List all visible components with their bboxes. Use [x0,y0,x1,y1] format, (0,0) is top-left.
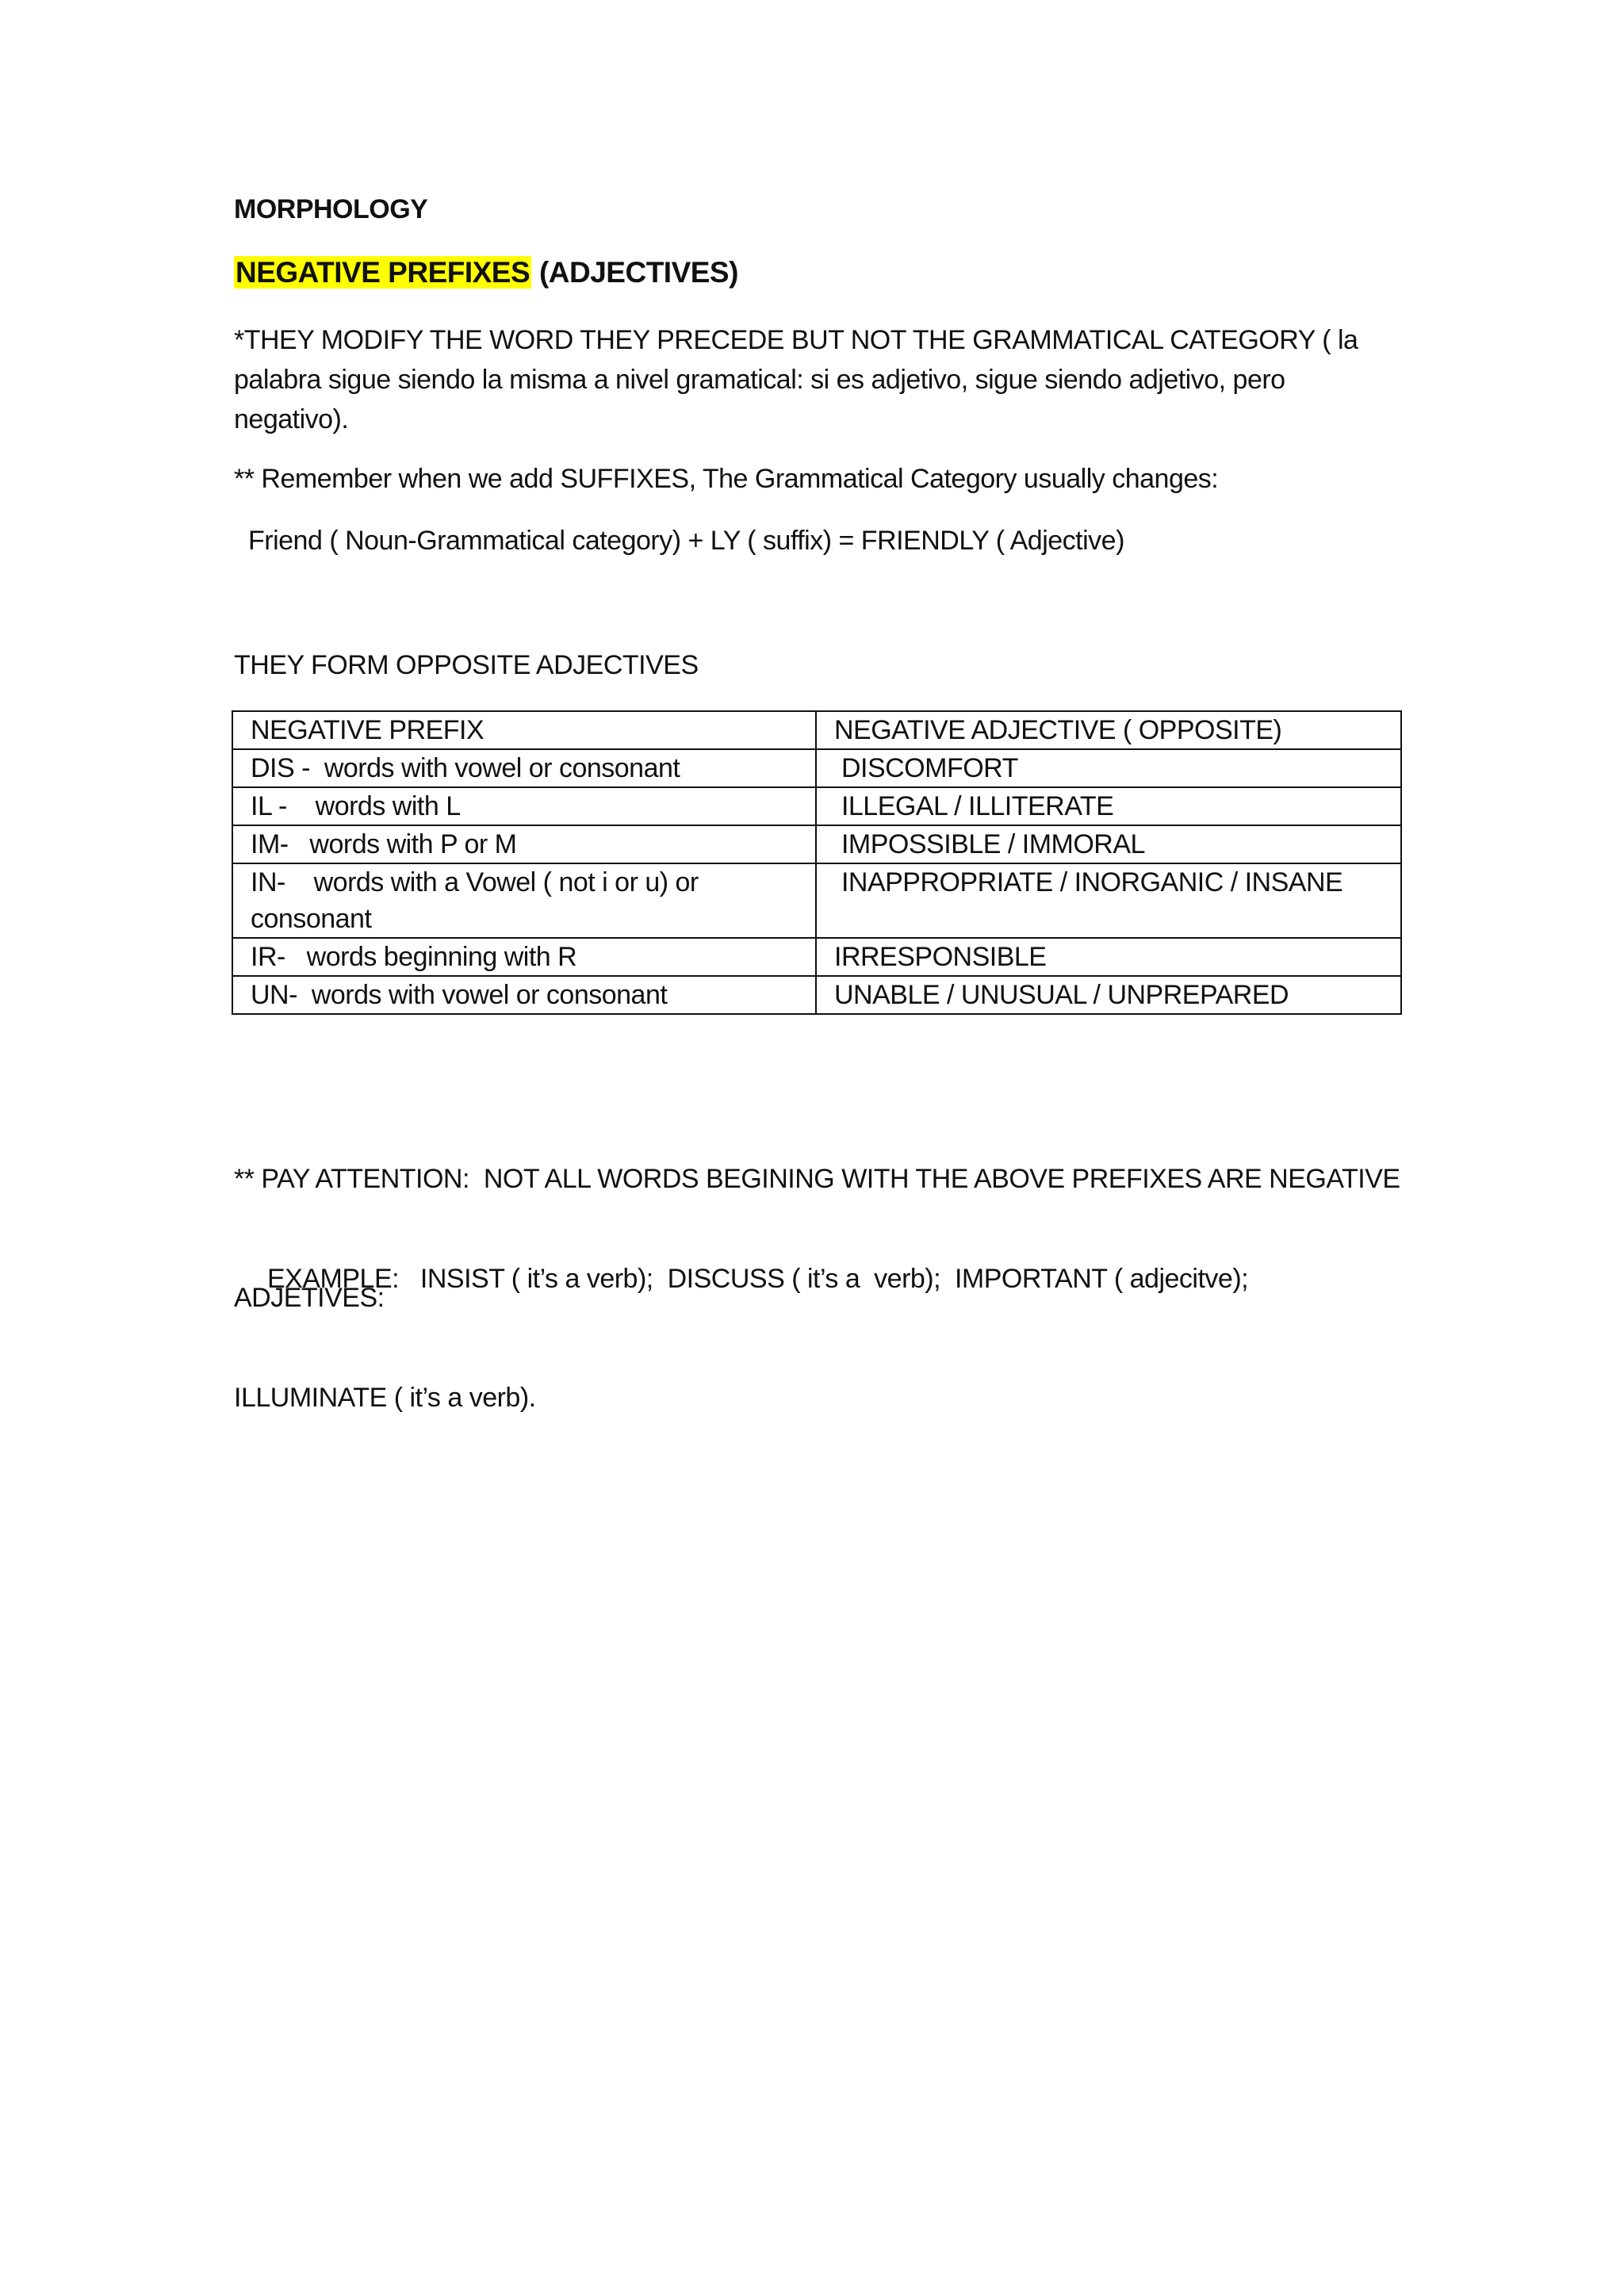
table-cell-adjective: UNABLE / UNUSUAL / UNPREPARED [816,976,1401,1014]
paragraph-grammatical-category [234,320,1400,439]
table-cell-prefix: DIS - words with vowel or consonant [232,749,816,787]
paragraph-line: ADJETIVES: [234,1283,385,1313]
paragraph-friendly-example: Friend ( Noun-Grammatical category) + LY ( suffix) = FRIENDLY ( Adjective) [248,526,1124,556]
table-row [232,787,1401,825]
heading-text-rest: (ADJECTIVES) [531,256,738,289]
table-row [232,825,1401,863]
highlighted-heading-text: NEGATIVE PREFIXES [236,256,530,289]
table-cell-prefix: IM- words with P or M [232,825,816,863]
table-cell-prefix: IL - words with L [232,787,816,825]
table-cell-prefix: IR- words beginning with R [232,938,816,976]
section-heading [234,254,738,292]
table-row [232,749,1401,787]
table-cell-adjective: INAPPROPRIATE / INORGANIC / INSANE [816,863,1401,938]
table-cell-adjective: IRRESPONSIBLE [816,938,1401,976]
paragraph-line: palabra sigue siendo la misma a nivel gramatical: si es adjetivo, sigue siendo adjetivo, pero [234,365,1285,395]
paragraph-line: EXAMPLE: INSIST ( it’s a verb); DISCUSS ( it’s a verb); IMPORTANT ( adjecitve); [267,1264,1249,1294]
paragraph-line: *THEY MODIFY THE WORD THEY PRECEDE BUT NOT THE GRAMMATICAL CATEGORY ( la [234,325,1358,355]
negative-prefix-table [232,710,1402,1015]
table-header-cell: NEGATIVE ADJECTIVE ( OPPOSITE) [816,711,1401,749]
table-cell-adjective: IMPOSSIBLE / IMMORAL [816,825,1401,863]
paragraph-examples [234,1180,1248,1497]
table-cell-adjective: DISCOMFORT [816,749,1401,787]
paragraph-line: ILLUMINATE ( it’s a verb). [234,1383,536,1413]
table-header-cell: NEGATIVE PREFIX [232,711,816,749]
paragraph-suffixes-note: ** Remember when we add SUFFIXES, The Grammatical Category usually changes: [234,464,1219,494]
table-cell-prefix: IN- words with a Vowel ( not i or u) or consonant [232,863,816,938]
document-title: MORPHOLOGY [234,194,428,224]
table-cell-prefix: UN- words with vowel or consonant [232,976,816,1014]
table-row [232,863,1401,938]
table-cell-adjective: ILLEGAL / ILLITERATE [816,787,1401,825]
paragraph-opposite-adjectives: THEY FORM OPPOSITE ADJECTIVES [234,650,699,680]
table-row [232,976,1401,1014]
paragraph-line: negativo). [234,404,349,434]
table-header-row [232,711,1401,749]
paragraph-line: ** PAY ATTENTION: NOT ALL WORDS BEGINING WITH THE ABOVE PREFIXES ARE NEGATIVE [234,1164,1400,1194]
table-row [232,938,1401,976]
